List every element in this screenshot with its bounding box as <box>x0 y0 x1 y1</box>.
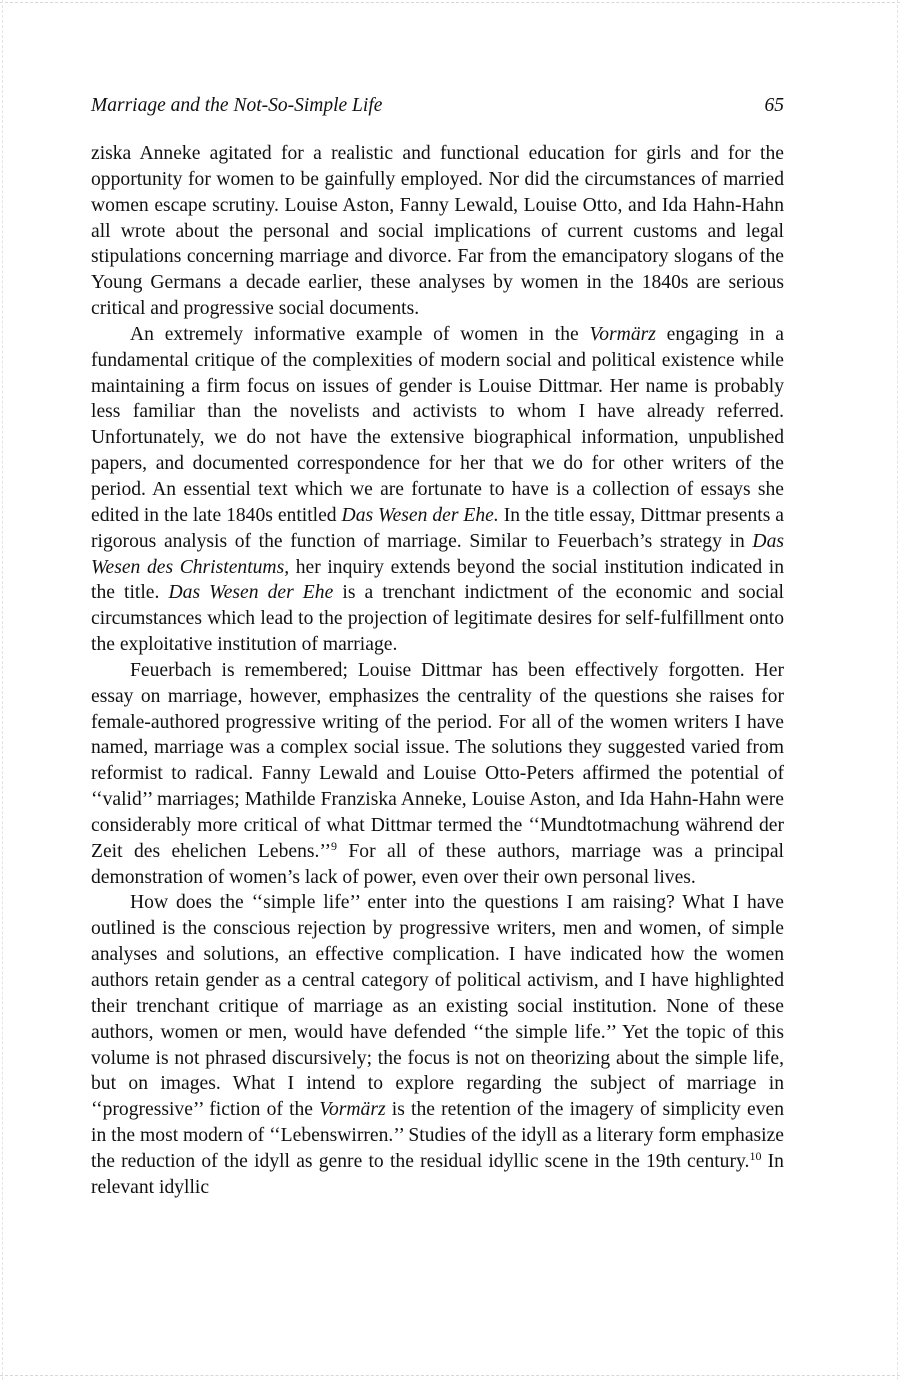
book-title: Das Wesen des Christentums, <box>91 530 784 578</box>
page-edge-top <box>0 2 900 3</box>
page-number: 65 <box>764 95 784 116</box>
text-run: In the title essay, Dittmar presents a rigorous analysis of the function of marriage. Similar to Feuerbach’s strategy in <box>91 504 784 552</box>
paragraph-2 <box>91 322 784 658</box>
text-run: ziska Anneke agitated for a realistic and functional education for girls and for the opportunity for women to be gainfully employed. Nor did the circumstances of married women escape scrutiny. Louise Aston, Fanny Lewald, Louise Otto, and Ida Hahn-Hahn all wrote about the personal and social implications of current customs and legal stipulations concerning marriage and divorce. Far from the emancipatory slogans of the Young Germans a decade earlier, these analyses by women in the 1840s are serious critical and progressive social documents. <box>91 143 784 320</box>
text-run: An extremely informative example of women in the <box>130 323 590 345</box>
paragraph-4 <box>91 890 784 1200</box>
text-run: Feuerbach is remembered; Louise Dittmar has been effectively forgotten. Her essay on marriage, however, emphasizes the centrality of the questions she raises for female-authored progressive writing of the period. For all of the women writers I have named, marriage was a complex social issue. The solutions they suggested varied from reformist to radical. Fanny Lewald and Louise Otto-Peters affirmed the potential of ‘‘valid’’ marriages; Mathilde Franziska Anneke, Louise Aston, and Ida Hahn-Hahn were considerably more critical of what Dittmar termed the ‘‘Mundtotmachung während der Zeit des ehelichen Lebens.’’ <box>91 659 784 862</box>
body-text <box>91 141 784 1201</box>
footnote-reference: 9 <box>331 838 338 853</box>
text-run: engaging in a fundamental critique of the complexities of modern social and political existence while maintaining a firm focus on issues of gender is Louise Dittmar. Her name is probably less familiar than the novelists and activists to whom I have already referred. Unfortunately, we do not have the extensive biographical information, unpublished papers, and documented correspondence for her that we do for other writers of the period. An essential text which we are fortunate to have is a collection of essays she edited in the late 1840s entitled <box>91 323 784 526</box>
text-run: In relevant idyllic <box>91 1150 784 1198</box>
italic-term: Vormärz <box>589 323 656 345</box>
book-title: Das Wesen der Ehe. <box>341 504 499 526</box>
page-edge-left <box>2 0 3 1380</box>
running-head <box>91 92 784 120</box>
book-title: Das Wesen der Ehe <box>168 582 334 604</box>
text-run: How does the ‘‘simple life’’ enter into the questions I am raising? What I have outlined is the conscious rejection by progressive writers, men and women, of simple analyses and solutions, an effective complication. I have indicated how the women authors retain gender as a central category of political activism, and I have highlighted their trenchant critique of marriage as an existing social institution. None of these authors, women or men, would have defended ‘‘the simple life.’’ Yet the topic of this volume is not phrased discursively; the focus is not on theorizing about the simple life, but on images. What I intend to explore regarding the subject of marriage in ‘‘progressive’’ fiction of the <box>91 892 784 1121</box>
running-title: Marriage and the Not-So-Simple Life <box>91 95 383 116</box>
italic-term: Vormärz <box>319 1099 386 1121</box>
text-run: is the retention of the imagery of simplicity even in the most modern of ‘‘Lebenswirren.’’ Studies of the idyll as a literary form emphasize the reduction of the idyll as genre to the residual idyllic scene in the 19th century. <box>91 1099 785 1172</box>
page-edge-right <box>897 0 898 1380</box>
text-run: For all of these authors, marriage was a principal demonstration of women’s lack of power, even over their own personal lives. <box>91 840 784 888</box>
paragraph-1 <box>91 141 784 322</box>
paragraph-3 <box>91 658 784 891</box>
text-run: her inquiry extends beyond the social institution indicated in the title. <box>91 556 784 604</box>
footnote-reference: 10 <box>749 1148 762 1163</box>
page-edge-bottom <box>0 1375 900 1376</box>
text-run: is a trenchant indictment of the economic and social circumstances which lead to the projection of legitimate desires for self-fulfillment onto the exploitative institution of marriage. <box>91 582 785 656</box>
